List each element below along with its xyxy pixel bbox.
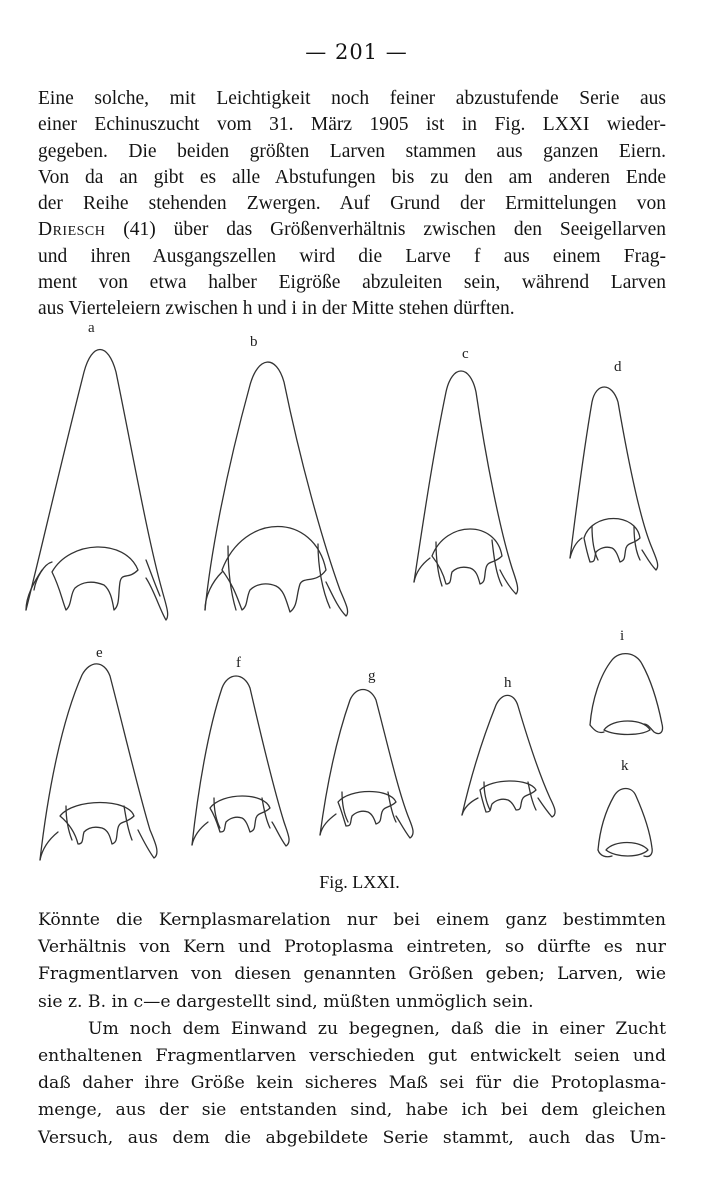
text-line: gegeben. Die beiden größten Larven stammen aus ganzen Eiern. (38, 140, 666, 162)
paragraph-bottom (38, 907, 666, 1152)
text-line: daß daher ihre Größe kein sicheres Maß sei für die Protoplasma- (38, 1073, 666, 1094)
text-line: enthaltenen Fragmentlarven verschieden gut entwickelt seien und (38, 1046, 666, 1067)
larva-c (414, 371, 518, 594)
text-line-with-author (38, 217, 666, 243)
text-line: aus Vierteleiern zwischen h und i in der Mitte stehen dürften. (38, 298, 515, 320)
larva-i (590, 654, 663, 735)
text-line: menge, aus der sie entstanden sind, habe ich bei dem gleichen (38, 1100, 666, 1121)
larva-f (192, 676, 289, 846)
text-line: und ihren Ausgangszellen wird die Larve f aus einem Frag- (38, 245, 666, 267)
text-line: sie z. B. in c—e dargestellt sind, müßten unmöglich sein. (38, 991, 534, 1012)
figure-label-a: a (88, 320, 95, 336)
larva-k (598, 789, 652, 857)
figure-label-e: e (96, 645, 103, 661)
text-line: Eine solche, mit Leichtigkeit noch feiner abzustufende Serie aus (38, 88, 666, 109)
figure-caption: Fig. LXXI. (319, 872, 400, 892)
text-line-rest: (41) über das Größenverhältnis zwischen den Seeigellarven (123, 219, 666, 241)
text-line: Fragmentlarven von diesen genannten Größen geben; Larven, wie (38, 964, 666, 985)
figure-label-b: b (250, 334, 258, 350)
larva-h (462, 695, 555, 817)
larva-a (26, 350, 168, 621)
larva-d (570, 387, 658, 570)
text-line: Von da an gibt es alle Abstufungen bis zu den am anderen Ende (38, 166, 666, 188)
text-line: ment von etwa halber Eigröße abzuleiten sein, während Larven (38, 272, 666, 294)
text-line: Könnte die Kernplasmarelation nur bei einem ganz bestimmten (38, 910, 666, 930)
text-line: Verhältnis von Kern und Protoplasma eintreten, so dürfte es nur (38, 937, 666, 958)
figure-label-c: c (462, 346, 469, 362)
figure-label-i: i (620, 628, 625, 644)
author-name: Driesch (38, 219, 106, 241)
figure-label-d: d (614, 359, 622, 375)
larva-e (40, 664, 157, 860)
figure-label-h: h (504, 675, 512, 691)
figure-label-k: k (621, 758, 629, 774)
larvae-drawing (0, 320, 713, 880)
figure-larvae-series (0, 320, 713, 880)
larva-g (320, 690, 413, 839)
figure-label-f: f (236, 655, 241, 671)
text-line: Um noch dem Einwand zu begegnen, daß die in einer Zucht (88, 1018, 666, 1039)
text-line: Versuch, aus dem die abgebildete Serie stammt, auch das Um- (38, 1127, 666, 1148)
figure-label-g: g (368, 668, 376, 684)
text-line: einer Echinuszucht vom 31. März 1905 ist in Fig. LXXI wieder- (38, 114, 666, 136)
larva-b (205, 362, 348, 616)
paragraph-top (38, 86, 666, 323)
page-number: — 201 — (305, 40, 408, 64)
text-line: der Reihe stehenden Zwergen. Auf Grund der Ermittelungen von (38, 193, 666, 215)
